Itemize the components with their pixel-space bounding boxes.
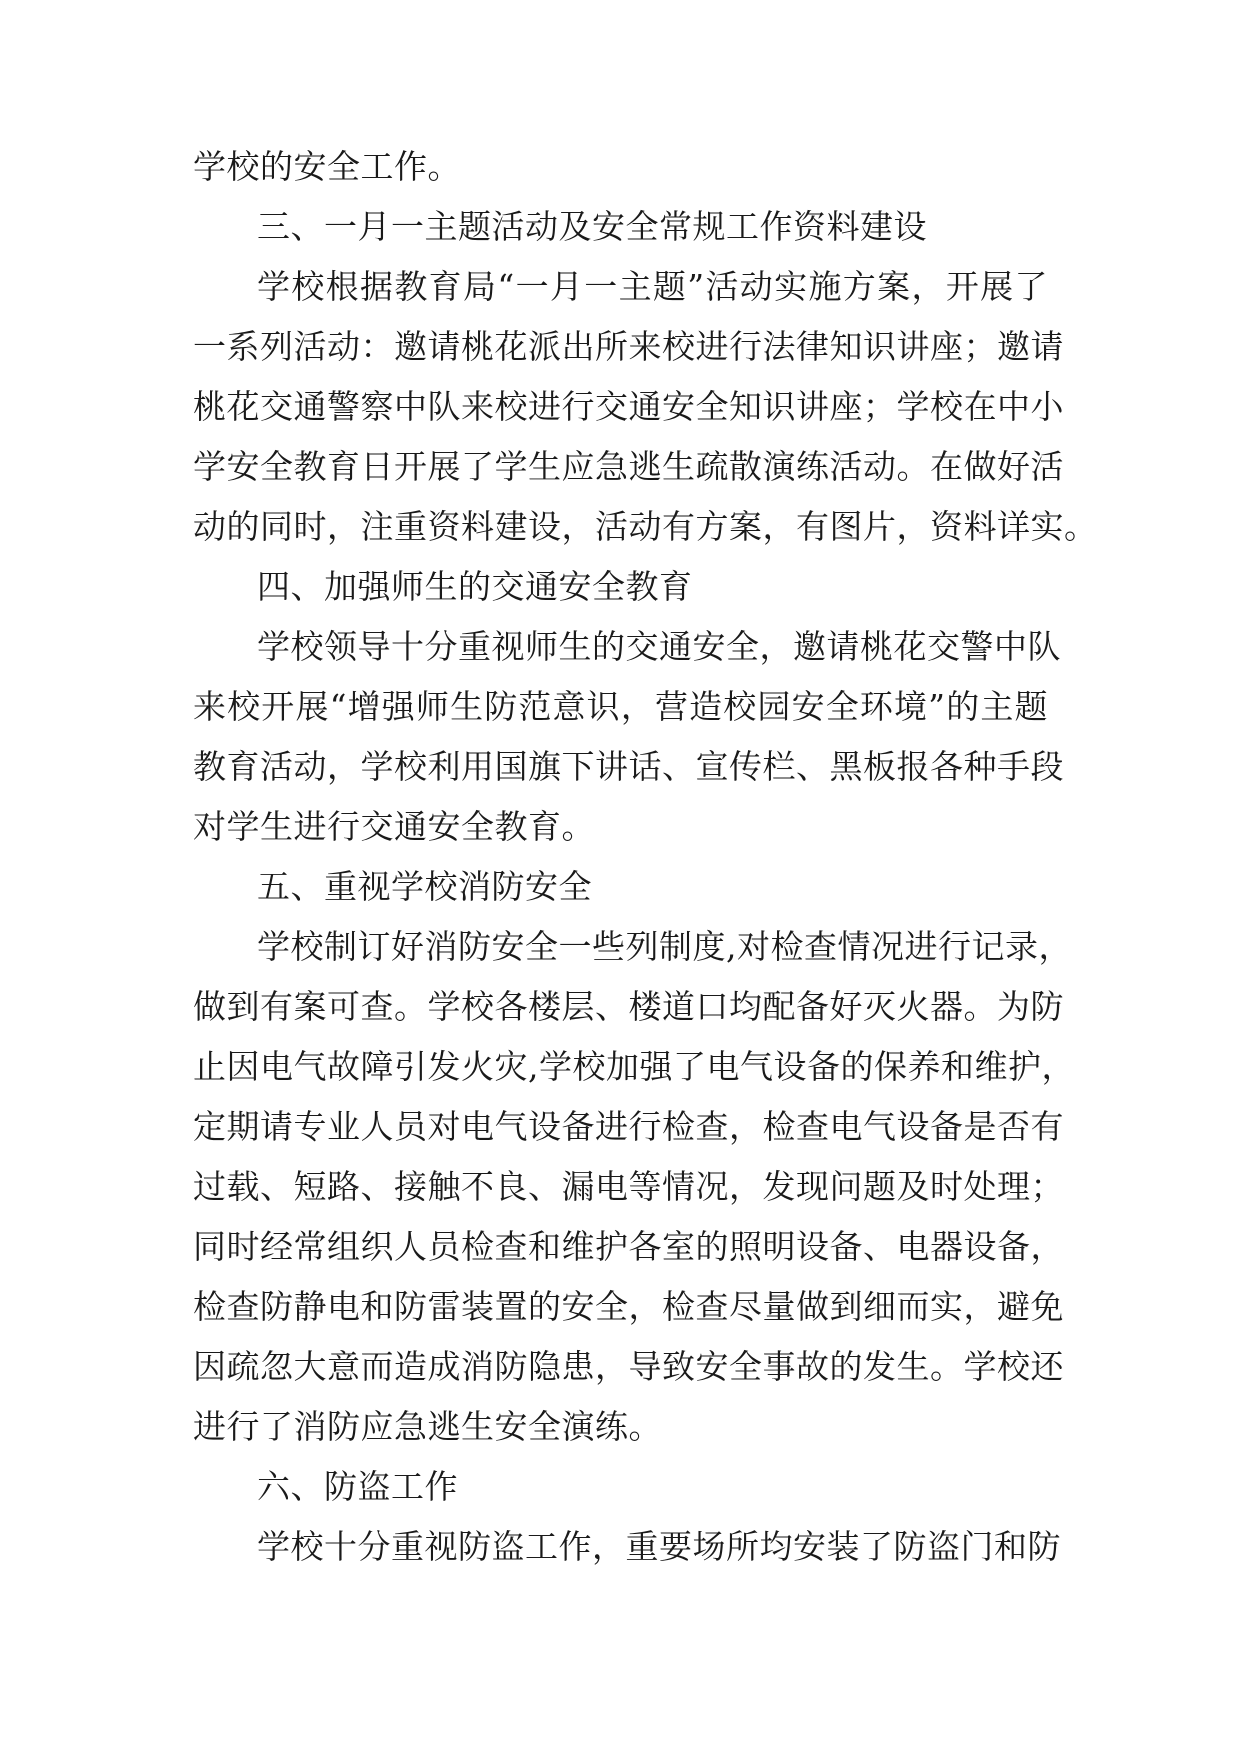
text-line: 检查防静电和防雷装置的安全，检查尽量做到细而实，避免 [193, 1287, 1064, 1326]
text-line: 止因电气故障引发火灾,学校加强了电气设备的保养和维护， [193, 1047, 1075, 1086]
text-line: 进行了消防应急逃生安全演练。 [193, 1407, 662, 1446]
section-heading: 六、防盗工作 [257, 1467, 458, 1506]
text-line: 做到有案可查。学校各楼层、楼道口均配备好灭火器。为防 [193, 987, 1064, 1026]
paragraph-first-line: 学校制订好消防安全一些列制度,对检查情况进行记录， [257, 927, 1072, 966]
paragraph-first-line: 学校根据教育局“一月一主题”活动实施方案，开展了 [257, 267, 1048, 306]
paragraph-first-line: 学校十分重视防盗工作，重要场所均安装了防盗门和防 [257, 1527, 1061, 1566]
text-line: 一系列活动：邀请桃花派出所来校进行法律知识讲座；邀请 [193, 327, 1064, 366]
section-heading: 五、重视学校消防安全 [257, 867, 592, 906]
text-line: 过载、短路、接触不良、漏电等情况，发现问题及时处理； [193, 1167, 1064, 1206]
text-line: 因疏忽大意而造成消防隐患，导致安全事故的发生。学校还 [193, 1347, 1064, 1386]
text-line: 学安全教育日开展了学生应急逃生疏散演练活动。在做好活 [193, 447, 1064, 486]
text-line: 同时经常组织人员检查和维护各室的照明设备、电器设备， [193, 1227, 1064, 1266]
section-heading: 四、加强师生的交通安全教育 [257, 567, 693, 606]
section-heading: 三、一月一主题活动及安全常规工作资料建设 [257, 207, 927, 246]
text-line: 教育活动，学校利用国旗下讲话、宣传栏、黑板报各种手段 [193, 747, 1064, 786]
text-line: 学校的安全工作。 [193, 147, 461, 186]
text-line: 来校开展“增强师生防范意识，营造校园安全环境”的主题 [193, 687, 1048, 726]
text-line: 定期请专业人员对电气设备进行检查，检查电气设备是否有 [193, 1107, 1064, 1146]
text-line: 动的同时，注重资料建设，活动有方案，有图片，资料详实。 [193, 507, 1098, 546]
paragraph-first-line: 学校领导十分重视师生的交通安全，邀请桃花交警中队 [257, 627, 1061, 666]
text-line: 桃花交通警察中队来校进行交通安全知识讲座；学校在中小 [193, 387, 1064, 426]
text-line: 对学生进行交通安全教育。 [193, 807, 595, 846]
